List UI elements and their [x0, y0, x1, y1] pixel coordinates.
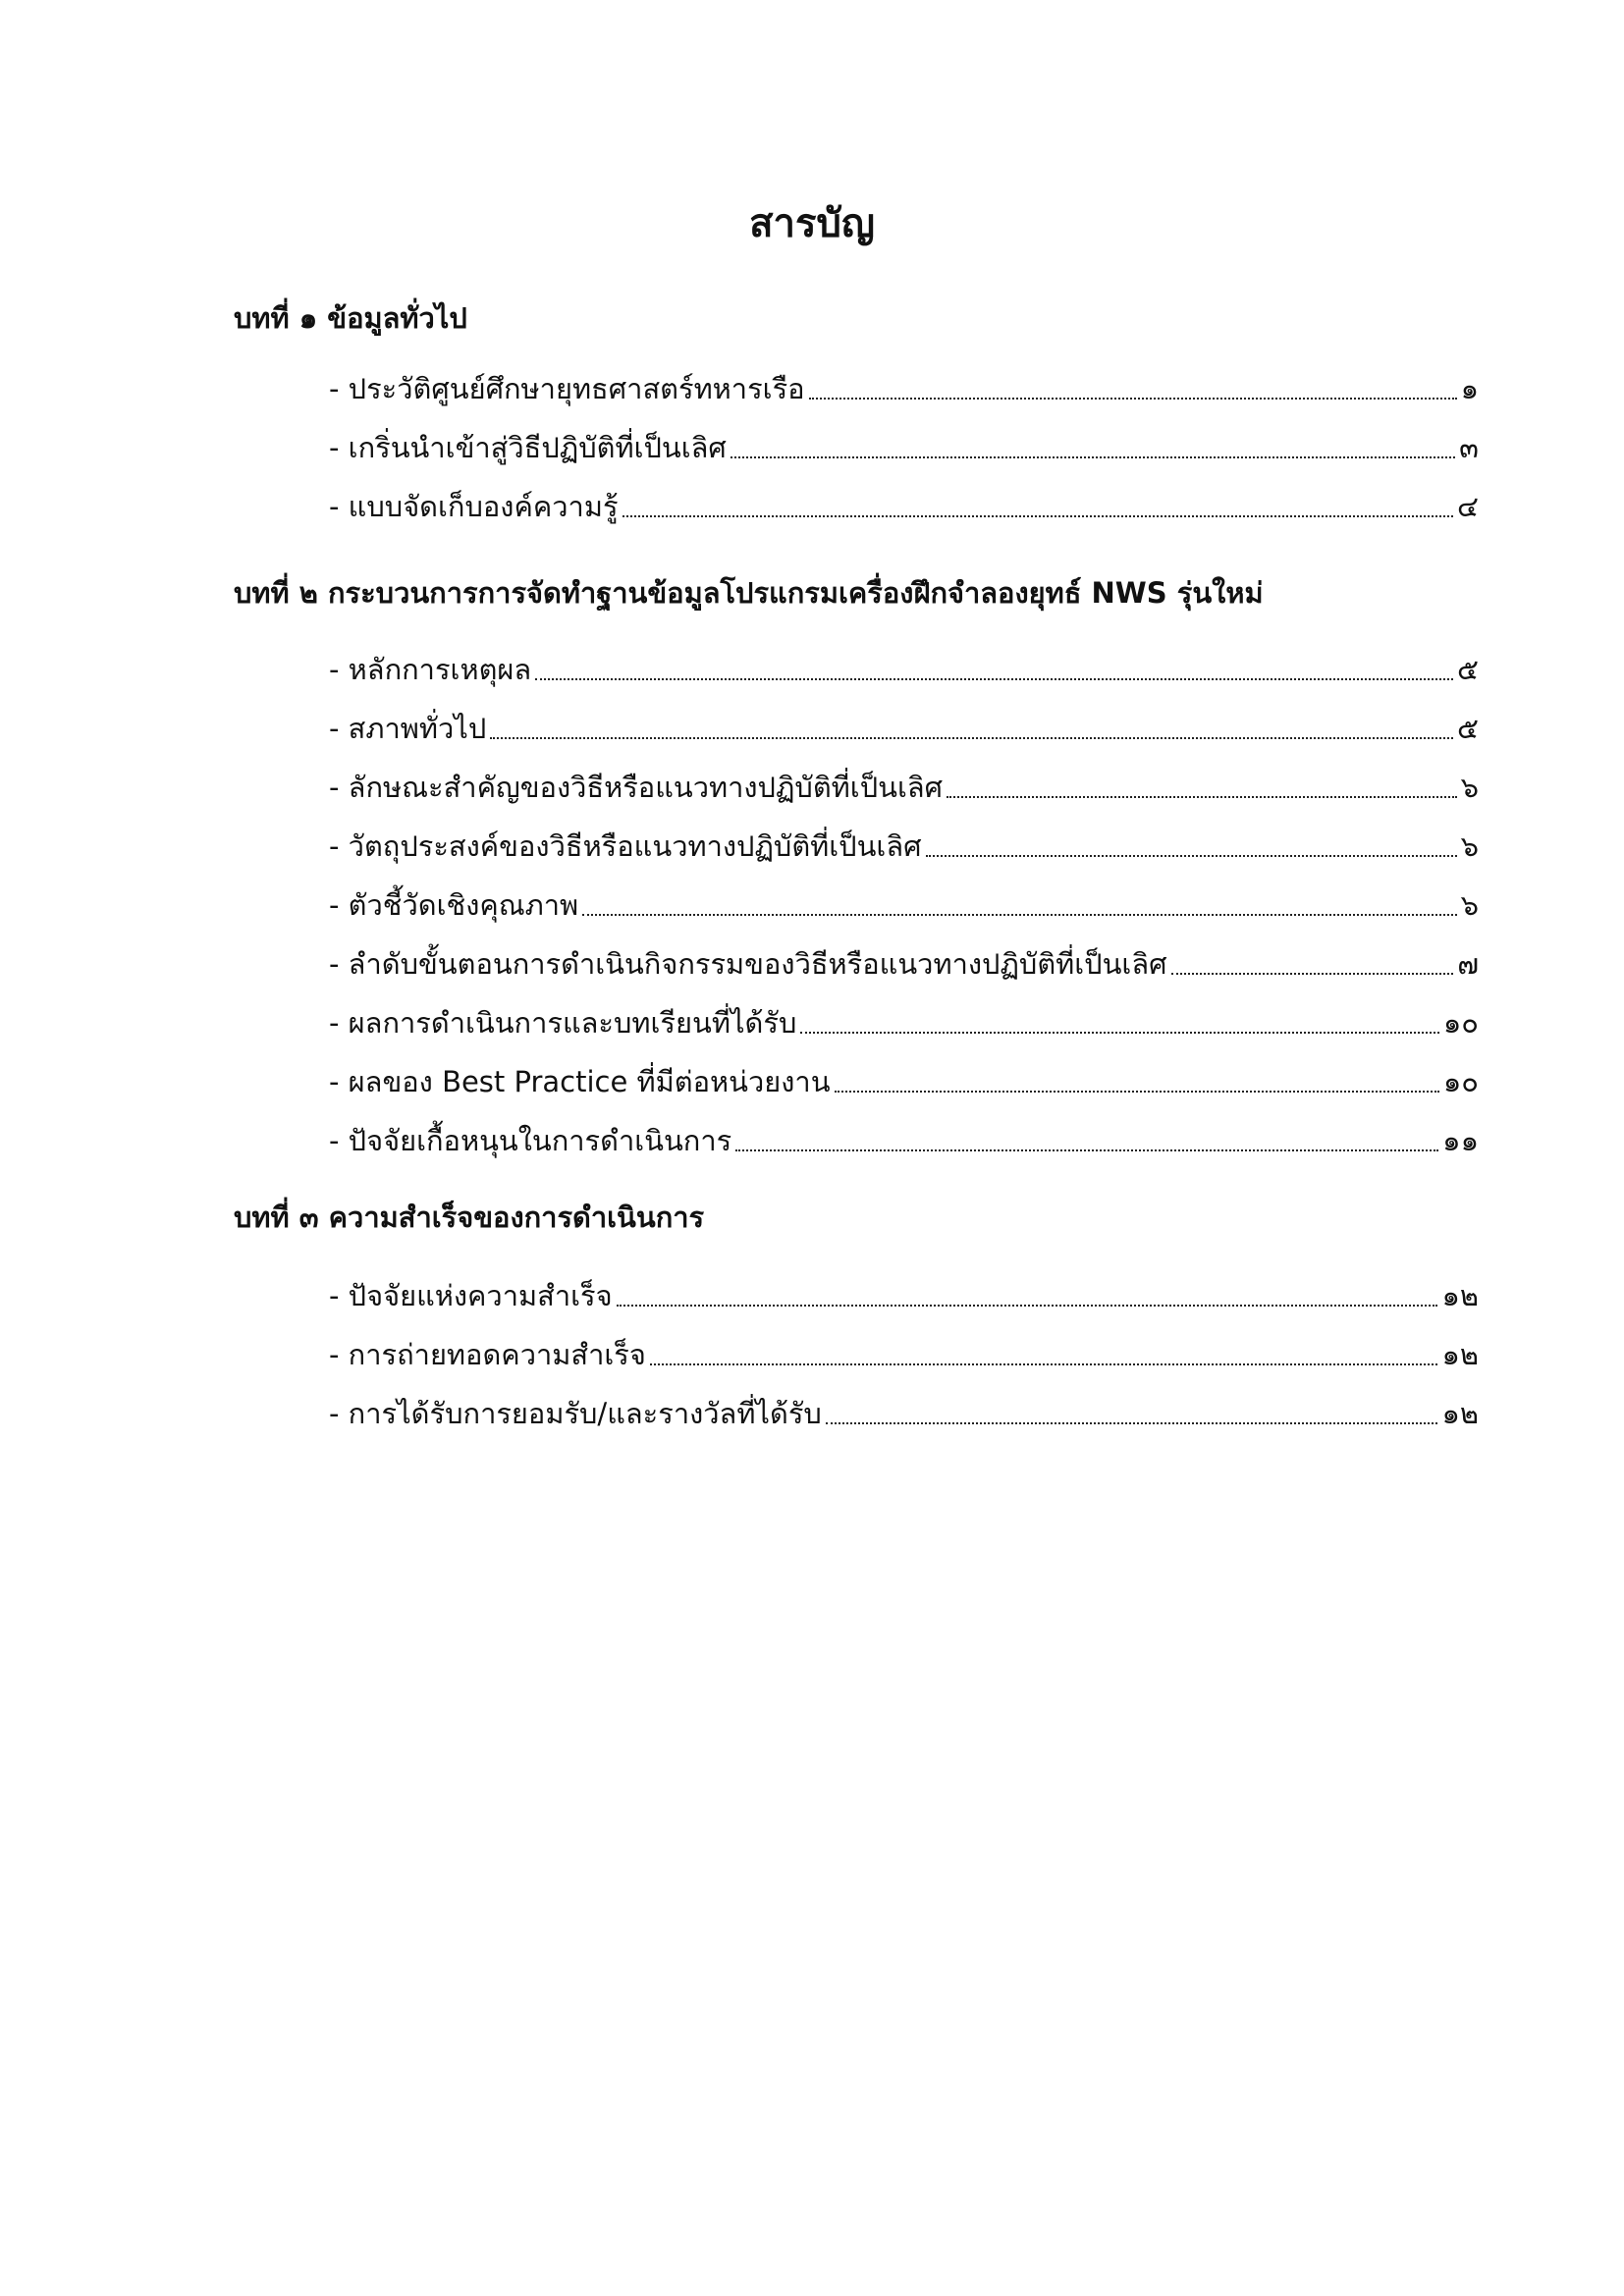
toc-entry — [329, 1274, 1479, 1317]
dot-leader — [735, 1149, 1438, 1151]
toc-entry — [329, 825, 1479, 868]
toc-entry-label: - หลักการเหตุผล — [329, 653, 532, 686]
dot-leader — [490, 737, 1453, 739]
dot-leader — [947, 796, 1457, 798]
toc-entry-page: ๑๐ — [1442, 1006, 1479, 1040]
toc-entry — [329, 1119, 1479, 1162]
toc-entry-label: - ผลการดำเนินการและบทเรียนที่ได้รับ — [329, 1006, 797, 1040]
toc-entry-page: ๑ — [1460, 372, 1479, 405]
toc-entry — [329, 766, 1479, 809]
chapter-3-heading: บทที่ ๓ ความสำเร็จของการดำเนินการ — [234, 1201, 705, 1234]
dot-leader — [800, 1032, 1439, 1034]
toc-entry-page: ๑๐ — [1442, 1065, 1479, 1098]
toc-entry — [329, 1001, 1479, 1044]
toc-entry-label: - ลักษณะสำคัญของวิธีหรือแนวทางปฏิบัติที่เป็นเลิศ — [329, 771, 944, 804]
chapter-1-heading: บทที่ ๑ ข้อมูลทั่วไป — [234, 301, 467, 335]
toc-entry-label: - ปัจจัยเกื้อหนุนในการดำเนินการ — [329, 1124, 732, 1157]
toc-entry-label: - เกริ่นนำเข้าสู่วิธีปฏิบัติที่เป็นเลิศ — [329, 431, 727, 464]
toc-entry — [329, 707, 1479, 750]
dot-leader — [926, 855, 1457, 857]
toc-entry-page: ๖ — [1460, 771, 1479, 804]
dot-leader — [623, 515, 1454, 517]
dot-leader — [650, 1363, 1438, 1365]
toc-entry-label: - ประวัติศูนย์ศึกษายุทธศาสตร์ทหารเรือ — [329, 372, 805, 405]
toc-entry — [329, 648, 1479, 691]
toc-entry-page: ๑๒ — [1441, 1397, 1479, 1430]
toc-entry-page: ๔ — [1457, 490, 1479, 523]
dot-leader — [835, 1091, 1439, 1093]
toc-entry-label: - วัตถุประสงค์ของวิธีหรือแนวทางปฏิบัติที่เป็นเลิศ — [329, 829, 922, 863]
dot-leader — [617, 1305, 1438, 1307]
toc-entry-label: - แบบจัดเก็บองค์ความรู้ — [329, 490, 619, 523]
toc-entry-page: ๕ — [1457, 653, 1479, 686]
toc-entry — [329, 1060, 1479, 1103]
toc-entry-label: - ลำดับขั้นตอนการดำเนินกิจกรรมของวิธีหรือแนวทางปฏิบัติที่เป็นเลิศ — [329, 947, 1167, 981]
toc-entry-page: ๑๒ — [1441, 1338, 1479, 1371]
toc-entry — [329, 883, 1479, 927]
dot-leader — [731, 456, 1455, 458]
toc-entry — [329, 426, 1479, 469]
toc-entry — [329, 1392, 1479, 1435]
toc-entry-page: ๓ — [1459, 431, 1479, 464]
toc-entry-page: ๖ — [1460, 829, 1479, 863]
toc-entry-label: - ตัวชี้วัดเชิงคุณภาพ — [329, 888, 579, 922]
dot-leader — [582, 914, 1456, 916]
dot-leader — [1171, 973, 1454, 975]
toc-entry — [329, 1333, 1479, 1376]
toc-entry-label: - การถ่ายทอดความสำเร็จ — [329, 1338, 646, 1371]
toc-entry-label: - ปัจจัยแห่งความสำเร็จ — [329, 1279, 613, 1312]
toc-entry — [329, 485, 1479, 528]
toc-entry-page: ๖ — [1460, 888, 1479, 922]
chapter-2-heading: บทที่ ๒ กระบวนการการจัดทำฐานข้อมูลโปรแกรมเครื่องฝึกจำลองยุทธ์ NWS รุ่นใหม่ — [234, 576, 1264, 610]
dot-leader — [809, 398, 1457, 400]
dot-leader — [535, 678, 1453, 680]
dot-leader — [826, 1422, 1438, 1424]
toc-entry-label: - การได้รับการยอมรับ/และรางวัลที่ได้รับ — [329, 1397, 822, 1430]
page-title: สารบัญ — [749, 201, 875, 246]
toc-entry-label: - ผลของ Best Practice ที่มีต่อหน่วยงาน — [329, 1065, 831, 1098]
toc-entry-label: - สภาพทั่วไป — [329, 712, 487, 745]
toc-entry-page: ๕ — [1457, 712, 1479, 745]
toc-entry — [329, 367, 1479, 410]
toc-entry-page: ๗ — [1457, 947, 1479, 981]
toc-entry-page: ๑๑ — [1442, 1124, 1479, 1157]
toc-entry-page: ๑๒ — [1441, 1279, 1479, 1312]
toc-entry — [329, 942, 1479, 986]
